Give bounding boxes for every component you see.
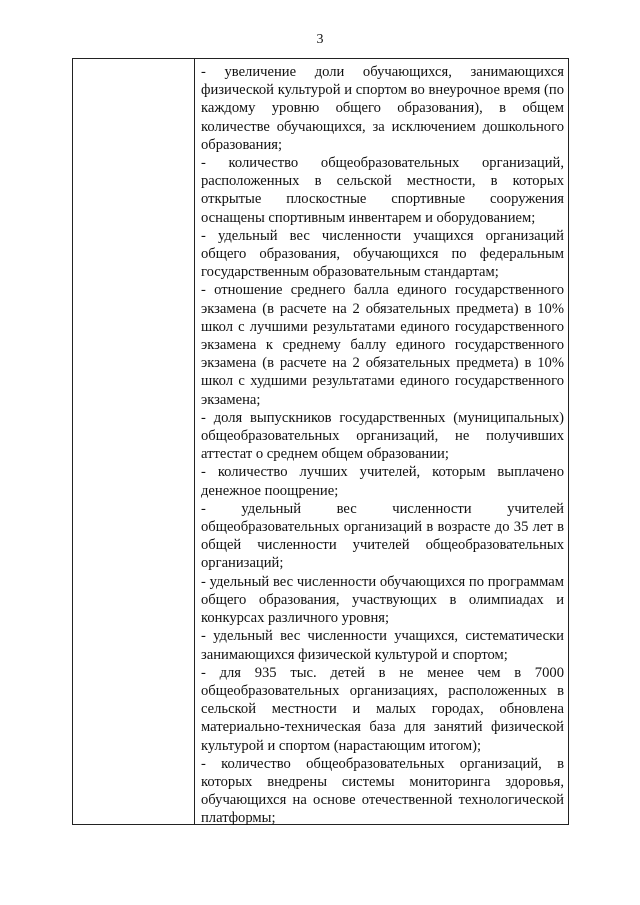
indicator-item: - удельный вес численности учителей общеобразовательных организаций в возрасте до 35 лет в общей численности учителей общеобразовательных организаций; xyxy=(201,500,564,572)
indicator-item: - количество общеобразовательных организаций, расположенных в сельской местности, в которых открытые плоскостные спортивные сооружения оснащены спортивным инвентарем и оборудованием; xyxy=(201,155,564,226)
indicator-item: - удельный вес численности учащихся, систематически занимающихся физической культурой и спортом; xyxy=(201,628,564,663)
indicator-item: - отношение среднего балла единого государственного экзамена (в расчете на 2 обязательных предмета) в 10% школ с лучшими результатами единого государственного экзамена к среднему баллу единого государственного экзамена (в расчете на 2 обязательных предмета) в 10% школ с худшими результатами единого государственного экзамена; xyxy=(201,282,564,408)
indicator-item: - доля выпускников государственных (муниципальных) общеобразовательных организаций, не получивших аттестат о среднем общем образовании; xyxy=(201,409,564,463)
indicator-item: - увеличение доли обучающихся, занимающихся физической культурой и спортом во внеурочное время (по каждому уровню общего образования), в общем количестве обучающихся, за исключением дошкольного образования; xyxy=(201,64,564,153)
empty-left-cell xyxy=(73,59,195,824)
indicator-item: - удельный вес численности учащихся организаций общего образования, обучающихся по федеральным государственным образовательным стандартам; xyxy=(201,227,564,281)
indicators-cell xyxy=(195,59,568,827)
indicators-table xyxy=(72,58,569,825)
indicator-item: - количество лучших учителей, которым выплачено денежное поощрение; xyxy=(201,464,564,499)
page-number: 3 xyxy=(316,32,324,47)
indicator-item: - удельный вес численности обучающихся по программам общего образования, участвующих в олимпиадах и конкурсах различного уровня; xyxy=(201,573,564,627)
indicator-item: - для 935 тыс. детей в не менее чем в 7000 общеобразовательных организациях, расположенных в сельской местности и малых городах, обновлена материально-техническая база для занятий физической культурой и спортом (нарастающим итогом); xyxy=(201,664,564,754)
indicator-item: - количество общеобразовательных организаций, в которых внедрены системы мониторинга здоровья, обучающихся на основе отечественной технологической платформы; xyxy=(201,755,564,827)
